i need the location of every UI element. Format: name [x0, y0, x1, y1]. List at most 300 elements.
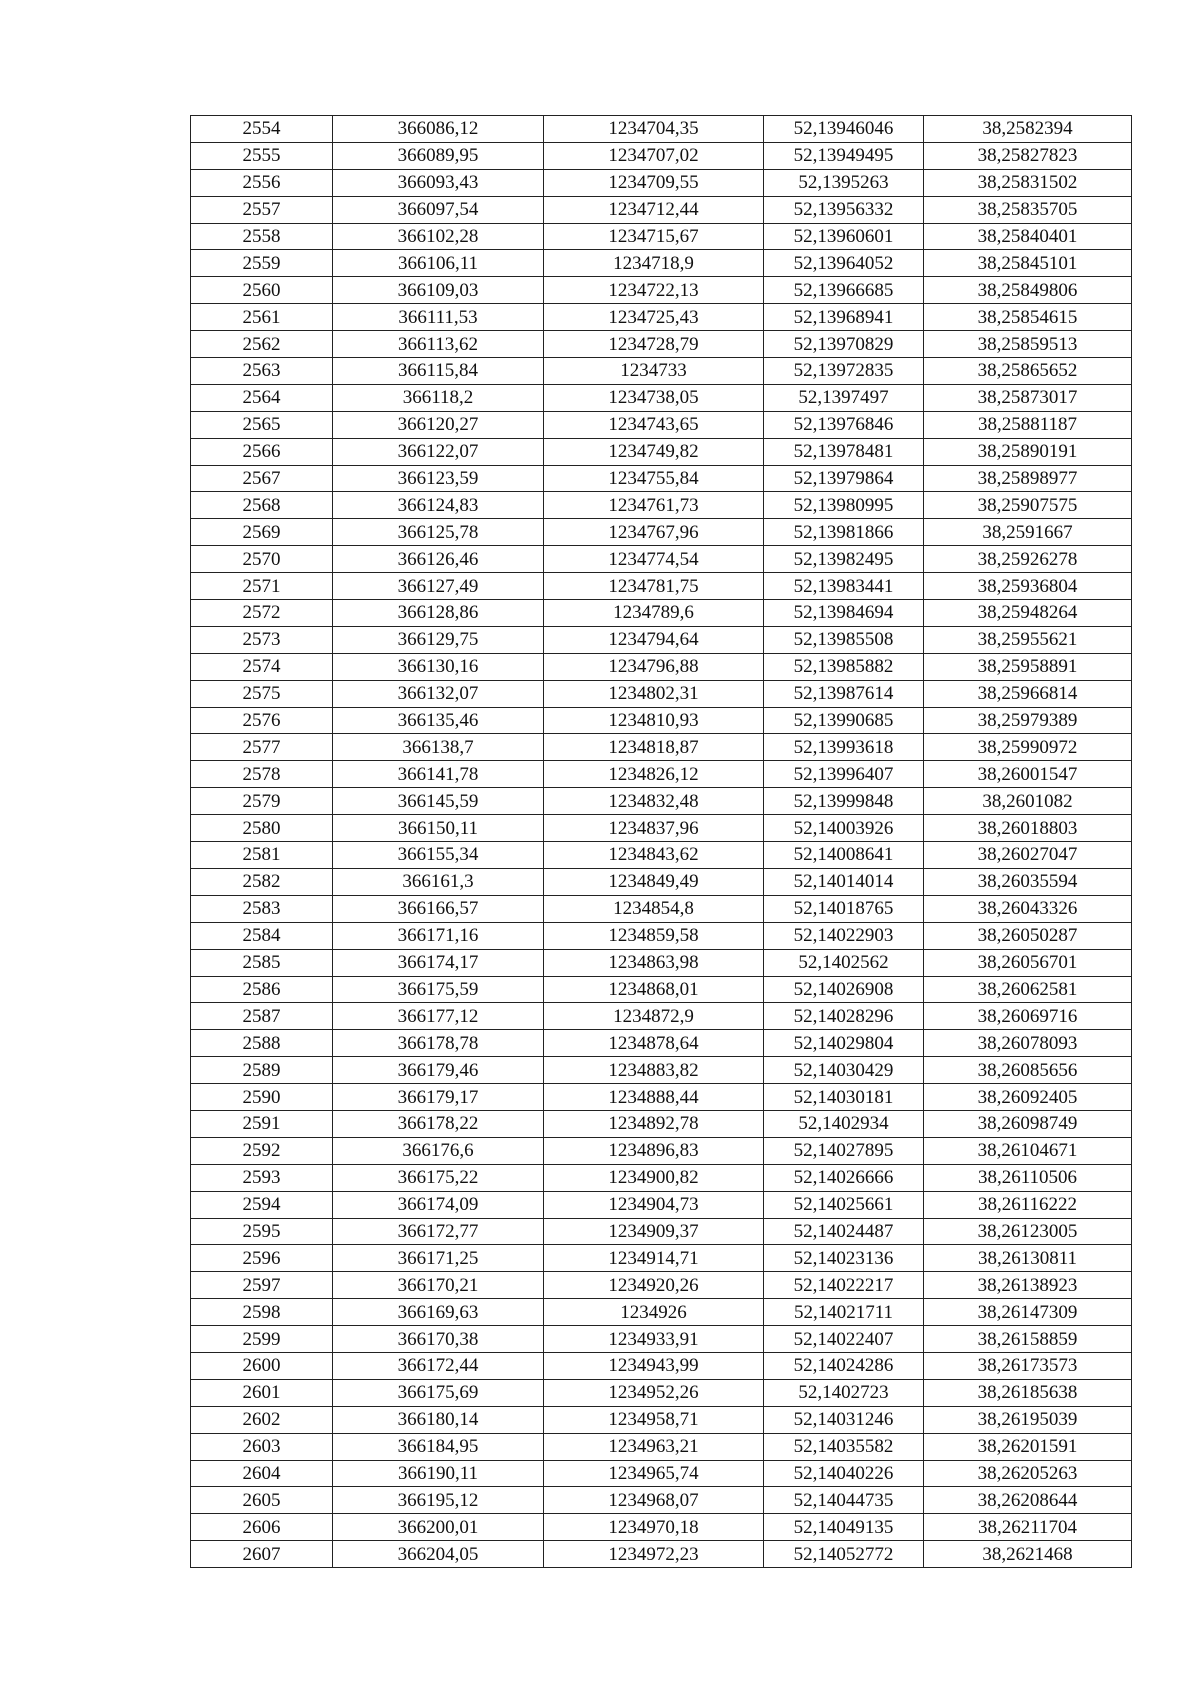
table-row	[191, 384, 1132, 411]
table-row	[191, 1326, 1132, 1353]
longitude-cell: 38,26078093	[924, 1030, 1132, 1057]
point-number-cell: 2583	[191, 895, 333, 922]
table-row	[191, 358, 1132, 385]
x-coordinate-cell: 366178,78	[333, 1030, 544, 1057]
y-coordinate-cell: 1234878,64	[544, 1030, 764, 1057]
table-row	[191, 600, 1132, 627]
latitude-cell: 52,13980995	[764, 492, 924, 519]
x-coordinate-cell: 366175,59	[333, 976, 544, 1003]
longitude-cell: 38,2601082	[924, 788, 1132, 815]
table-row	[191, 546, 1132, 573]
longitude-cell: 38,26173573	[924, 1352, 1132, 1379]
latitude-cell: 52,13966685	[764, 277, 924, 304]
y-coordinate-cell: 1234909,37	[544, 1218, 764, 1245]
point-number-cell: 2598	[191, 1299, 333, 1326]
x-coordinate-cell: 366111,53	[333, 304, 544, 331]
point-number-cell: 2584	[191, 922, 333, 949]
point-number-cell: 2563	[191, 358, 333, 385]
point-number-cell: 2605	[191, 1487, 333, 1514]
y-coordinate-cell: 1234802,31	[544, 680, 764, 707]
longitude-cell: 38,2621468	[924, 1541, 1132, 1568]
point-number-cell: 2606	[191, 1514, 333, 1541]
latitude-cell: 52,14029804	[764, 1030, 924, 1057]
x-coordinate-cell: 366178,22	[333, 1110, 544, 1137]
longitude-cell: 38,25849806	[924, 277, 1132, 304]
point-number-cell: 2571	[191, 573, 333, 600]
y-coordinate-cell: 1234707,02	[544, 142, 764, 169]
table-row	[191, 411, 1132, 438]
y-coordinate-cell: 1234704,35	[544, 116, 764, 143]
longitude-cell: 38,25898977	[924, 465, 1132, 492]
latitude-cell: 52,14022407	[764, 1326, 924, 1353]
point-number-cell: 2569	[191, 519, 333, 546]
table-row	[191, 734, 1132, 761]
point-number-cell: 2566	[191, 438, 333, 465]
point-number-cell: 2596	[191, 1245, 333, 1272]
x-coordinate-cell: 366190,11	[333, 1460, 544, 1487]
longitude-cell: 38,26185638	[924, 1379, 1132, 1406]
latitude-cell: 52,14022903	[764, 922, 924, 949]
x-coordinate-cell: 366109,03	[333, 277, 544, 304]
point-number-cell: 2573	[191, 626, 333, 653]
point-number-cell: 2558	[191, 223, 333, 250]
latitude-cell: 52,14052772	[764, 1541, 924, 1568]
x-coordinate-cell: 366177,12	[333, 1003, 544, 1030]
y-coordinate-cell: 1234810,93	[544, 707, 764, 734]
longitude-cell: 38,25890191	[924, 438, 1132, 465]
x-coordinate-cell: 366124,83	[333, 492, 544, 519]
y-coordinate-cell: 1234904,73	[544, 1191, 764, 1218]
y-coordinate-cell: 1234761,73	[544, 492, 764, 519]
latitude-cell: 52,14024286	[764, 1352, 924, 1379]
point-number-cell: 2582	[191, 868, 333, 895]
x-coordinate-cell: 366118,2	[333, 384, 544, 411]
latitude-cell: 52,14049135	[764, 1514, 924, 1541]
x-coordinate-cell: 366169,63	[333, 1299, 544, 1326]
x-coordinate-cell: 366093,43	[333, 169, 544, 196]
table-row	[191, 1191, 1132, 1218]
x-coordinate-cell: 366132,07	[333, 680, 544, 707]
latitude-cell: 52,14018765	[764, 895, 924, 922]
point-number-cell: 2589	[191, 1057, 333, 1084]
latitude-cell: 52,14026666	[764, 1164, 924, 1191]
longitude-cell: 38,25873017	[924, 384, 1132, 411]
longitude-cell: 38,26027047	[924, 842, 1132, 869]
longitude-cell: 38,26035594	[924, 868, 1132, 895]
table-row	[191, 680, 1132, 707]
point-number-cell: 2560	[191, 277, 333, 304]
longitude-cell: 38,26205263	[924, 1460, 1132, 1487]
latitude-cell: 52,14030429	[764, 1057, 924, 1084]
table-row	[191, 142, 1132, 169]
latitude-cell: 52,13993618	[764, 734, 924, 761]
table-row	[191, 1030, 1132, 1057]
longitude-cell: 38,25990972	[924, 734, 1132, 761]
point-number-cell: 2561	[191, 304, 333, 331]
x-coordinate-cell: 366086,12	[333, 116, 544, 143]
x-coordinate-cell: 366120,27	[333, 411, 544, 438]
x-coordinate-cell: 366166,57	[333, 895, 544, 922]
table-row	[191, 895, 1132, 922]
x-coordinate-cell: 366097,54	[333, 196, 544, 223]
latitude-cell: 52,13987614	[764, 680, 924, 707]
latitude-cell: 52,14008641	[764, 842, 924, 869]
longitude-cell: 38,26130811	[924, 1245, 1132, 1272]
y-coordinate-cell: 1234733	[544, 358, 764, 385]
table-row	[191, 1084, 1132, 1111]
table-row	[191, 1245, 1132, 1272]
longitude-cell: 38,26138923	[924, 1272, 1132, 1299]
table-row	[191, 573, 1132, 600]
point-number-cell: 2570	[191, 546, 333, 573]
y-coordinate-cell: 1234970,18	[544, 1514, 764, 1541]
table-row	[191, 761, 1132, 788]
latitude-cell: 52,14030181	[764, 1084, 924, 1111]
y-coordinate-cell: 1234743,65	[544, 411, 764, 438]
longitude-cell: 38,25840401	[924, 223, 1132, 250]
point-number-cell: 2597	[191, 1272, 333, 1299]
table-row	[191, 1460, 1132, 1487]
longitude-cell: 38,2582394	[924, 116, 1132, 143]
point-number-cell: 2591	[191, 1110, 333, 1137]
point-number-cell: 2600	[191, 1352, 333, 1379]
y-coordinate-cell: 1234749,82	[544, 438, 764, 465]
table-row	[191, 653, 1132, 680]
latitude-cell: 52,14021711	[764, 1299, 924, 1326]
latitude-cell: 52,13949495	[764, 142, 924, 169]
latitude-cell: 52,14023136	[764, 1245, 924, 1272]
y-coordinate-cell: 1234868,01	[544, 976, 764, 1003]
y-coordinate-cell: 1234920,26	[544, 1272, 764, 1299]
table-row	[191, 169, 1132, 196]
y-coordinate-cell: 1234794,64	[544, 626, 764, 653]
latitude-cell: 52,14026908	[764, 976, 924, 1003]
x-coordinate-cell: 366115,84	[333, 358, 544, 385]
y-coordinate-cell: 1234933,91	[544, 1326, 764, 1353]
point-number-cell: 2574	[191, 653, 333, 680]
latitude-cell: 52,14035582	[764, 1433, 924, 1460]
longitude-cell: 38,25955621	[924, 626, 1132, 653]
point-number-cell: 2603	[191, 1433, 333, 1460]
y-coordinate-cell: 1234883,82	[544, 1057, 764, 1084]
y-coordinate-cell: 1234725,43	[544, 304, 764, 331]
table-row	[191, 976, 1132, 1003]
latitude-cell: 52,1402723	[764, 1379, 924, 1406]
point-number-cell: 2565	[191, 411, 333, 438]
table-row	[191, 116, 1132, 143]
x-coordinate-cell: 366128,86	[333, 600, 544, 627]
point-number-cell: 2556	[191, 169, 333, 196]
latitude-cell: 52,1402562	[764, 949, 924, 976]
y-coordinate-cell: 1234755,84	[544, 465, 764, 492]
coordinates-table-body	[191, 116, 1132, 1568]
y-coordinate-cell: 1234968,07	[544, 1487, 764, 1514]
latitude-cell: 52,13970829	[764, 331, 924, 358]
longitude-cell: 38,26211704	[924, 1514, 1132, 1541]
x-coordinate-cell: 366200,01	[333, 1514, 544, 1541]
y-coordinate-cell: 1234818,87	[544, 734, 764, 761]
x-coordinate-cell: 366175,69	[333, 1379, 544, 1406]
longitude-cell: 38,25948264	[924, 600, 1132, 627]
latitude-cell: 52,13956332	[764, 196, 924, 223]
table-row	[191, 1164, 1132, 1191]
longitude-cell: 38,26201591	[924, 1433, 1132, 1460]
table-row	[191, 1299, 1132, 1326]
x-coordinate-cell: 366113,62	[333, 331, 544, 358]
table-row	[191, 465, 1132, 492]
point-number-cell: 2581	[191, 842, 333, 869]
point-number-cell: 2564	[191, 384, 333, 411]
point-number-cell: 2595	[191, 1218, 333, 1245]
y-coordinate-cell: 1234892,78	[544, 1110, 764, 1137]
longitude-cell: 38,26001547	[924, 761, 1132, 788]
y-coordinate-cell: 1234712,44	[544, 196, 764, 223]
longitude-cell: 38,26069716	[924, 1003, 1132, 1030]
y-coordinate-cell: 1234832,48	[544, 788, 764, 815]
longitude-cell: 38,25907575	[924, 492, 1132, 519]
y-coordinate-cell: 1234767,96	[544, 519, 764, 546]
longitude-cell: 38,25859513	[924, 331, 1132, 358]
point-number-cell: 2592	[191, 1137, 333, 1164]
latitude-cell: 52,13985508	[764, 626, 924, 653]
y-coordinate-cell: 1234837,96	[544, 815, 764, 842]
x-coordinate-cell: 366176,6	[333, 1137, 544, 1164]
y-coordinate-cell: 1234872,9	[544, 1003, 764, 1030]
y-coordinate-cell: 1234965,74	[544, 1460, 764, 1487]
longitude-cell: 38,25854615	[924, 304, 1132, 331]
y-coordinate-cell: 1234952,26	[544, 1379, 764, 1406]
y-coordinate-cell: 1234774,54	[544, 546, 764, 573]
longitude-cell: 38,26195039	[924, 1406, 1132, 1433]
point-number-cell: 2586	[191, 976, 333, 1003]
y-coordinate-cell: 1234914,71	[544, 1245, 764, 1272]
x-coordinate-cell: 366102,28	[333, 223, 544, 250]
longitude-cell: 38,26085656	[924, 1057, 1132, 1084]
table-row	[191, 519, 1132, 546]
y-coordinate-cell: 1234709,55	[544, 169, 764, 196]
y-coordinate-cell: 1234715,67	[544, 223, 764, 250]
x-coordinate-cell: 366122,07	[333, 438, 544, 465]
point-number-cell: 2587	[191, 1003, 333, 1030]
longitude-cell: 38,26147309	[924, 1299, 1132, 1326]
longitude-cell: 38,25835705	[924, 196, 1132, 223]
y-coordinate-cell: 1234854,8	[544, 895, 764, 922]
table-row	[191, 1218, 1132, 1245]
latitude-cell: 52,14031246	[764, 1406, 924, 1433]
y-coordinate-cell: 1234722,13	[544, 277, 764, 304]
longitude-cell: 38,25966814	[924, 680, 1132, 707]
x-coordinate-cell: 366170,21	[333, 1272, 544, 1299]
x-coordinate-cell: 366174,09	[333, 1191, 544, 1218]
y-coordinate-cell: 1234863,98	[544, 949, 764, 976]
latitude-cell: 52,14024487	[764, 1218, 924, 1245]
x-coordinate-cell: 366089,95	[333, 142, 544, 169]
longitude-cell: 38,25831502	[924, 169, 1132, 196]
longitude-cell: 38,26018803	[924, 815, 1132, 842]
point-number-cell: 2607	[191, 1541, 333, 1568]
table-row	[191, 1057, 1132, 1084]
y-coordinate-cell: 1234728,79	[544, 331, 764, 358]
latitude-cell: 52,14040226	[764, 1460, 924, 1487]
latitude-cell: 52,13999848	[764, 788, 924, 815]
longitude-cell: 38,26104671	[924, 1137, 1132, 1164]
longitude-cell: 38,25865652	[924, 358, 1132, 385]
y-coordinate-cell: 1234972,23	[544, 1541, 764, 1568]
latitude-cell: 52,14044735	[764, 1487, 924, 1514]
point-number-cell: 2562	[191, 331, 333, 358]
point-number-cell: 2557	[191, 196, 333, 223]
x-coordinate-cell: 366123,59	[333, 465, 544, 492]
latitude-cell: 52,1402934	[764, 1110, 924, 1137]
table-row	[191, 1110, 1132, 1137]
latitude-cell: 52,13983441	[764, 573, 924, 600]
y-coordinate-cell: 1234843,62	[544, 842, 764, 869]
y-coordinate-cell: 1234796,88	[544, 653, 764, 680]
latitude-cell: 52,13978481	[764, 438, 924, 465]
latitude-cell: 52,14022217	[764, 1272, 924, 1299]
latitude-cell: 52,13985882	[764, 653, 924, 680]
latitude-cell: 52,13976846	[764, 411, 924, 438]
table-row	[191, 331, 1132, 358]
point-number-cell: 2585	[191, 949, 333, 976]
point-number-cell: 2588	[191, 1030, 333, 1057]
longitude-cell: 38,26123005	[924, 1218, 1132, 1245]
longitude-cell: 38,25936804	[924, 573, 1132, 600]
latitude-cell: 52,14028296	[764, 1003, 924, 1030]
latitude-cell: 52,13960601	[764, 223, 924, 250]
longitude-cell: 38,26208644	[924, 1487, 1132, 1514]
longitude-cell: 38,25827823	[924, 142, 1132, 169]
table-row	[191, 492, 1132, 519]
table-row	[191, 1433, 1132, 1460]
table-row	[191, 1003, 1132, 1030]
x-coordinate-cell: 366172,44	[333, 1352, 544, 1379]
longitude-cell: 38,26050287	[924, 922, 1132, 949]
longitude-cell: 38,2591667	[924, 519, 1132, 546]
table-row	[191, 250, 1132, 277]
x-coordinate-cell: 366145,59	[333, 788, 544, 815]
latitude-cell: 52,13981866	[764, 519, 924, 546]
y-coordinate-cell: 1234896,83	[544, 1137, 764, 1164]
x-coordinate-cell: 366179,17	[333, 1084, 544, 1111]
x-coordinate-cell: 366125,78	[333, 519, 544, 546]
point-number-cell: 2594	[191, 1191, 333, 1218]
longitude-cell: 38,25881187	[924, 411, 1132, 438]
table-row	[191, 626, 1132, 653]
point-number-cell: 2577	[191, 734, 333, 761]
table-row	[191, 196, 1132, 223]
longitude-cell: 38,25926278	[924, 546, 1132, 573]
x-coordinate-cell: 366130,16	[333, 653, 544, 680]
table-row	[191, 868, 1132, 895]
point-number-cell: 2593	[191, 1164, 333, 1191]
table-row	[191, 1487, 1132, 1514]
point-number-cell: 2559	[191, 250, 333, 277]
y-coordinate-cell: 1234738,05	[544, 384, 764, 411]
point-number-cell: 2604	[191, 1460, 333, 1487]
point-number-cell: 2580	[191, 815, 333, 842]
latitude-cell: 52,13990685	[764, 707, 924, 734]
longitude-cell: 38,26116222	[924, 1191, 1132, 1218]
y-coordinate-cell: 1234781,75	[544, 573, 764, 600]
table-row	[191, 815, 1132, 842]
latitude-cell: 52,14027895	[764, 1137, 924, 1164]
table-row	[191, 1406, 1132, 1433]
longitude-cell: 38,25845101	[924, 250, 1132, 277]
latitude-cell: 52,13946046	[764, 116, 924, 143]
latitude-cell: 52,13964052	[764, 250, 924, 277]
table-row	[191, 949, 1132, 976]
y-coordinate-cell: 1234900,82	[544, 1164, 764, 1191]
point-number-cell: 2554	[191, 116, 333, 143]
longitude-cell: 38,25958891	[924, 653, 1132, 680]
y-coordinate-cell: 1234789,6	[544, 600, 764, 627]
point-number-cell: 2555	[191, 142, 333, 169]
latitude-cell: 52,13996407	[764, 761, 924, 788]
longitude-cell: 38,26092405	[924, 1084, 1132, 1111]
longitude-cell: 38,26158859	[924, 1326, 1132, 1353]
point-number-cell: 2568	[191, 492, 333, 519]
latitude-cell: 52,13979864	[764, 465, 924, 492]
table-row	[191, 922, 1132, 949]
y-coordinate-cell: 1234718,9	[544, 250, 764, 277]
latitude-cell: 52,14025661	[764, 1191, 924, 1218]
latitude-cell: 52,14014014	[764, 868, 924, 895]
point-number-cell: 2578	[191, 761, 333, 788]
y-coordinate-cell: 1234888,44	[544, 1084, 764, 1111]
point-number-cell: 2599	[191, 1326, 333, 1353]
table-row	[191, 707, 1132, 734]
x-coordinate-cell: 366174,17	[333, 949, 544, 976]
table-row	[191, 1352, 1132, 1379]
y-coordinate-cell: 1234963,21	[544, 1433, 764, 1460]
point-number-cell: 2575	[191, 680, 333, 707]
x-coordinate-cell: 366184,95	[333, 1433, 544, 1460]
y-coordinate-cell: 1234826,12	[544, 761, 764, 788]
longitude-cell: 38,26098749	[924, 1110, 1132, 1137]
x-coordinate-cell: 366138,7	[333, 734, 544, 761]
x-coordinate-cell: 366171,16	[333, 922, 544, 949]
point-number-cell: 2602	[191, 1406, 333, 1433]
table-row	[191, 842, 1132, 869]
y-coordinate-cell: 1234849,49	[544, 868, 764, 895]
table-row	[191, 1514, 1132, 1541]
latitude-cell: 52,13984694	[764, 600, 924, 627]
x-coordinate-cell: 366126,46	[333, 546, 544, 573]
x-coordinate-cell: 366195,12	[333, 1487, 544, 1514]
table-row	[191, 1137, 1132, 1164]
x-coordinate-cell: 366150,11	[333, 815, 544, 842]
table-row	[191, 788, 1132, 815]
x-coordinate-cell: 366129,75	[333, 626, 544, 653]
longitude-cell: 38,25979389	[924, 707, 1132, 734]
table-row	[191, 304, 1132, 331]
point-number-cell: 2579	[191, 788, 333, 815]
point-number-cell: 2572	[191, 600, 333, 627]
y-coordinate-cell: 1234926	[544, 1299, 764, 1326]
x-coordinate-cell: 366204,05	[333, 1541, 544, 1568]
point-number-cell: 2576	[191, 707, 333, 734]
x-coordinate-cell: 366175,22	[333, 1164, 544, 1191]
point-number-cell: 2567	[191, 465, 333, 492]
point-number-cell: 2590	[191, 1084, 333, 1111]
coordinates-table	[190, 115, 1132, 1568]
table-row	[191, 1272, 1132, 1299]
x-coordinate-cell: 366106,11	[333, 250, 544, 277]
x-coordinate-cell: 366135,46	[333, 707, 544, 734]
table-row	[191, 277, 1132, 304]
latitude-cell: 52,14003926	[764, 815, 924, 842]
